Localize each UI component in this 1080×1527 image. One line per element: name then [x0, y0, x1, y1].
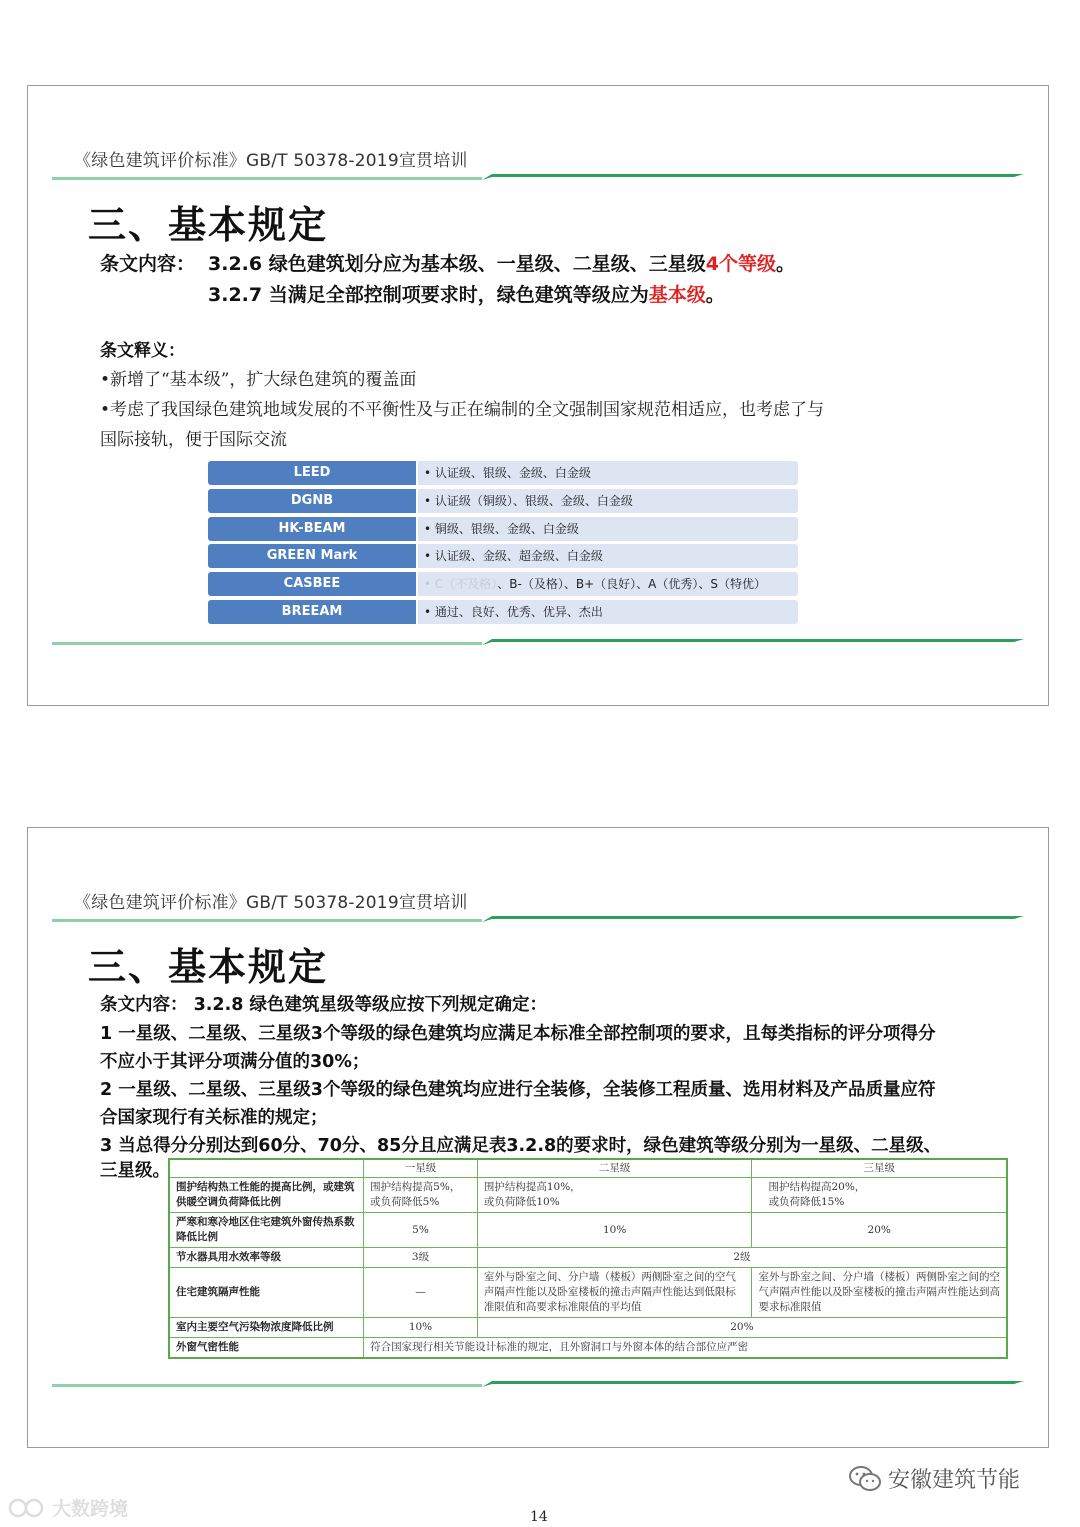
cert-name: BREEAM: [208, 600, 416, 624]
cert-levels-rest: 、B-（及格）、B+（良好）、A（优秀）、S（特优）: [497, 577, 766, 592]
row-item: 节水器具用水效率等级: [169, 1248, 364, 1268]
explanation-title: 条文释义：: [100, 341, 185, 361]
cert-levels: • 认证级、银级、金级、白金级: [418, 461, 798, 485]
row-item: 严寒和寒冷地区住宅建筑外窗传热系数降低比例: [169, 1213, 364, 1248]
brand-logo-icon: [8, 1497, 48, 1519]
row-item: 外窗气密性能: [169, 1338, 364, 1359]
clause-line: 2 一星级、二星级、三星级3个等级的绿色建筑均应进行全装修，全装修工程质量、选用材料及产品质量应符: [100, 1080, 936, 1100]
section-title: 三、基本规定: [88, 203, 329, 247]
cert-name: CASBEE: [208, 572, 416, 596]
cert-row-hk-beam: [208, 517, 798, 541]
row-item: 围护结构热工性能的提高比例，或建筑供暖空调负荷降低比例: [169, 1178, 364, 1213]
cert-levels: • 认证级、金级、超金级、白金级: [418, 544, 798, 568]
slide-header: 《绿色建筑评价标准》GB/T 50378-2019宣贯培训: [74, 151, 468, 171]
wechat-watermark: [848, 1463, 1020, 1494]
clause-3-2-7-highlight: 基本级: [648, 284, 706, 306]
footer-divider: [52, 639, 1024, 645]
cert-row-dgnb: [208, 489, 798, 513]
cert-row-breeam: [208, 600, 798, 624]
clause-line: 1 一星级、二星级、三星级3个等级的绿色建筑均应满足本标准全部控制项的要求，且每类指标的评分项得分: [100, 1024, 936, 1044]
table-row: [169, 1213, 1007, 1248]
clause-3-2-6: [208, 249, 795, 276]
section-title: 三、基本规定: [88, 945, 329, 989]
table-header-row: [169, 1159, 1007, 1178]
table-row: [169, 1338, 1007, 1359]
clause-3-2-6-end: 。: [775, 253, 795, 275]
cell-all-stars: 符合国家现行相关节能设计标准的规定，且外窗洞口与外窗本体的结合部位应严密: [364, 1338, 1007, 1359]
cell-one-star: 5%: [364, 1213, 478, 1248]
cert-levels: • 铜级、银级、金级、白金级: [418, 517, 798, 541]
certification-comparison-table: [208, 461, 798, 628]
row-item: 室内主要空气污染物浓度降低比例: [169, 1318, 364, 1338]
page-number: 14: [530, 1509, 548, 1525]
explanation-line: 国际接轨，便于国际交流: [100, 430, 287, 450]
clause-3-2-7-end: 。: [705, 284, 725, 306]
cert-row-casbee: [208, 572, 798, 596]
cell-two-three-star: 20%: [477, 1318, 1007, 1338]
cell-one-star: 10%: [364, 1318, 478, 1338]
clause-line: 三星级。: [100, 1161, 170, 1181]
cell-two-three-star: 2级: [477, 1248, 1007, 1268]
clause-3-2-6-text: 3.2.6 绿色建筑划分应为基本级、一星级、二星级、三星级: [208, 253, 706, 275]
cert-row-green-mark: [208, 544, 798, 568]
footer-divider: [52, 1381, 1024, 1387]
clause-3-2-8-title: 条文内容： 3.2.8 绿色建筑星级等级应按下列规定确定：: [100, 995, 548, 1015]
cell-one-star: 围护结构提高5%， 或负荷降低5%: [364, 1178, 478, 1213]
table-row: [169, 1318, 1007, 1338]
cert-name: GREEN Mark: [208, 544, 416, 568]
clause-3-2-7-text: 3.2.7 当满足全部控制项要求时，绿色建筑等级应为: [208, 284, 649, 306]
explanation-line: •考虑了我国绿色建筑地域发展的不平衡性及与正在编制的全文强制国家规范相适应，也考虑了与: [100, 400, 825, 420]
clause-line: 不应小于其评分项满分值的30%；: [100, 1052, 370, 1072]
cert-levels-faded: • C（不及格）: [424, 577, 498, 592]
cell-one-star: —: [364, 1268, 478, 1318]
wechat-account-name: 安徽建筑节能: [888, 1468, 1021, 1493]
cert-name: LEED: [208, 461, 416, 485]
row-item: 住宅建筑隔声性能: [169, 1268, 364, 1318]
cert-row-leed: [208, 461, 798, 485]
cert-name: HK-BEAM: [208, 517, 416, 541]
table-row: [169, 1248, 1007, 1268]
slide-basic-levels: [27, 85, 1049, 706]
cert-levels: [418, 572, 798, 596]
clause-line: 合国家现行有关标准的规定；: [100, 1108, 328, 1128]
table-row: [169, 1178, 1007, 1213]
table-row: [169, 1268, 1007, 1318]
clause-3-2-7: [208, 280, 725, 307]
cell-three-star: 围护结构提高20%， 或负荷降低15%: [752, 1178, 1007, 1213]
brand-watermark-text: 大数跨境: [52, 1498, 129, 1520]
table-header-cell: 三星级: [752, 1159, 1007, 1178]
cell-three-star: 室外与卧室之间、分户墙（楼板）两侧卧室之间的空气声隔声性能以及卧室楼板的撞击声隔声性能达到高要求标准限值: [752, 1268, 1007, 1318]
slide-header: 《绿色建筑评价标准》GB/T 50378-2019宣贯培训: [74, 893, 468, 913]
wechat-icon: [848, 1465, 882, 1493]
header-divider: [52, 916, 1024, 922]
brand-watermark: [8, 1494, 128, 1521]
table-header-cell: [169, 1159, 364, 1178]
header-divider: [52, 174, 1024, 180]
cell-three-star: 20%: [752, 1213, 1007, 1248]
clause-line: 3 当总得分分别达到60分、70分、85分且应满足表3.2.8的要求时，绿色建筑等级分别为一星级、二星级、: [100, 1136, 942, 1156]
explanation-line: •新增了“基本级”，扩大绿色建筑的覆盖面: [100, 370, 417, 390]
cell-one-star: 3级: [364, 1248, 478, 1268]
clause-3-2-6-highlight: 4个等级: [705, 253, 776, 275]
cell-two-star: 围护结构提高10%， 或负荷降低10%: [477, 1178, 752, 1213]
cert-levels: • 认证级（铜级）、银级、金级、白金级: [418, 489, 798, 513]
table-header-cell: 二星级: [477, 1159, 752, 1178]
cell-two-star: 10%: [477, 1213, 752, 1248]
slide-star-rating-rules: [27, 827, 1049, 1448]
cert-name: DGNB: [208, 489, 416, 513]
clause-label: 条文内容：: [100, 253, 196, 275]
cell-two-star: 室外与卧室之间、分户墙（楼板）两侧卧室之间的空气声隔声性能以及卧室楼板的撞击声隔声性能达到低限标准限值和高要求标准限值的平均值: [477, 1268, 752, 1318]
cert-levels: • 通过、良好、优秀、优异、杰出: [418, 600, 798, 624]
table-header-cell: 一星级: [364, 1159, 478, 1178]
table-3-2-8: [168, 1158, 1008, 1359]
